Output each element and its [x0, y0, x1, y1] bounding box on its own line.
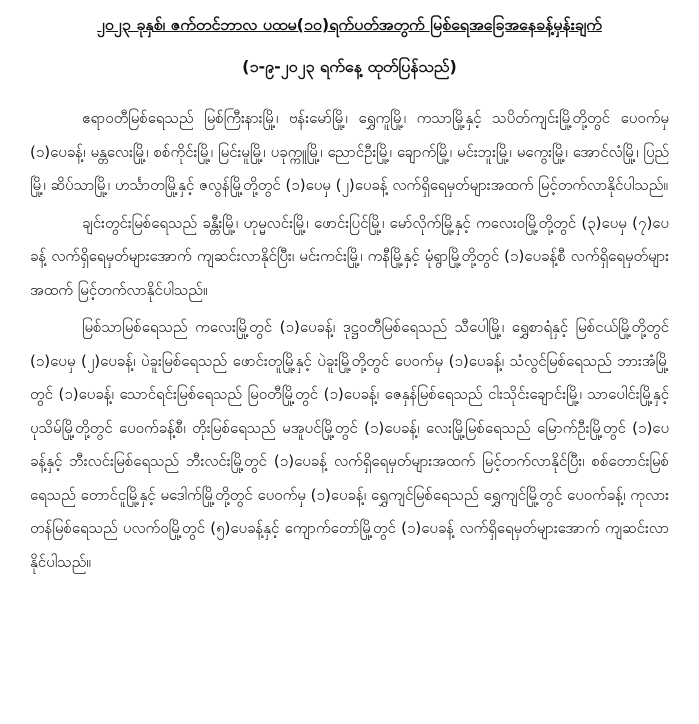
document-subtitle: (၁-၉-၂၀၂၃ ရက်နေ့ ထုတ်ပြန်သည်): [242, 57, 457, 76]
paragraph-other-rivers: မြစ်သာမြစ်ရေသည် ကလေးမြို့တွင် (၁)ပေခန့်၊ ဒုဋ္ဌဝတီမြစ်ရေသည် သီပေါမြို့၊ ရွှေစာရံနှင့် မြစ်ငယ်မြို့တို့တွင် (၁)ပေမှ (၂)ပေခန့်၊ ပဲခူးမြစ်ရေသည် ဖောင်းတူမြို့နှင့် ပဲခူးမြို့တို့တွင် ပေဝက်မှ (၁)ပေခန့်၊ သံလွင်မြစ်ရေသည် ဘားအံမြို့တွင် (၁)ပေခန့်၊ သောင်ရင်းမြစ်ရေသည် မြဝတီမြို့တွင် (၁)ပေခန့်၊ ဇေနှန်မြစ်ရေသည် ငါးသိုင်းချောင်းမြို့၊ သာပေါင်းမြို့နှင့် ပုသိမ်မြို့တို့တွင် ပေဝက်ခန့်စီ၊ တိုးမြစ်ရေသည် မအူပင်မြို့တွင် (၁)ပေခန့်၊ လေးမြို့မြစ်ရေသည် မြောက်ဦးမြို့တွင် (၁)ပေခန့်နှင့် ဘီးလင်းမြစ်ရေသည် ဘီးလင်းမြို့တွင် (၁)ပေခန့် လက်ရှိရေမှတ်များအထက် မြင့်တက်လာနိုင်ပြီး၊ စစ်တောင်းမြစ်ရေသည် တောင်ငူမြို့နှင့် မဒေါက်မြို့တို့တွင် ပေဝက်မှ (၁)ပေခန့်၊ ရွှေကျင်မြစ်ရေသည် ရွှေကျင်မြို့တွင် ပေဝက်ခန့်၊ ကုလားတန်မြစ်ရေသည် ပလက်ဝမြို့တွင် (၅)ပေခန့်နှင့် ကျောက်တော်မြို့တွင် (၁)ပေခန့် လက်ရှိရေမှတ်များအောက် ကျဆင်းလာနိုင်ပါသည်။: [30, 318, 669, 571]
document-title: ၂၀၂၃ ခုနှစ်၊ ဇက်တင်ဘာလ ပထမ(၁၀)ရက်ပတ်အတွက် မြစ်ရေအခြေအနေခန့်မှန်းချက်: [97, 15, 602, 34]
paragraph-chindwin: ချင်းတွင်းမြစ်ရေသည် ခန္တီးမြို့၊ ဟုမ္မလင်းမြို့၊ ဖောင်းပြင်မြို့၊ မော်လိုက်မြို့နှင့် ကလေးဝမြို့တို့တွင် (၃)ပေမှ (၇)ပေခန့် လက်ရှိရေမှတ်များအောက် ကျဆင်းလာနိုင်ပြီး၊ မင်းကင်းမြို့၊ ကနီမြို့နှင့် မုံရွာမြို့တို့တွင် (၁)ပေခန့်စီ လက်ရှိရေမှတ်များအထက် မြင့်တက်လာနိုင်ပါသည်။: [30, 213, 669, 299]
paragraph-ayeyarwady: ဧရာဝတီမြစ်ရေသည် မြစ်ကြီးနားမြို့၊ ဗန်းမော်မြို့၊ ရွှေကူမြို့၊ ကသာမြို့နှင့် သပိတ်ကျင်းမြို့တို့တွင် ပေဝက်မှ (၁)ပေခန့်၊ မန္တလေးမြို့၊ စစ်ကိုင်းမြို့၊ မြင်းမူမြို့၊ ပခုက္ကူမြို့၊ ညောင်ဦးမြို့၊ ချောက်မြို့၊ မင်းဘူးမြို့၊ မကွေးမြို့၊ အောင်လံမြို့၊ ပြည်မြို့၊ ဆိပ်သာမြို့၊ ဟင်္သာတမြို့နှင့် ဇလွန်မြို့တို့တွင် (၁)ပေမှ (၂)ပေခန့် လက်ရှိရေမှတ်များအထက် မြင့်တက်လာနိုင်ပါသည်။: [30, 109, 669, 194]
